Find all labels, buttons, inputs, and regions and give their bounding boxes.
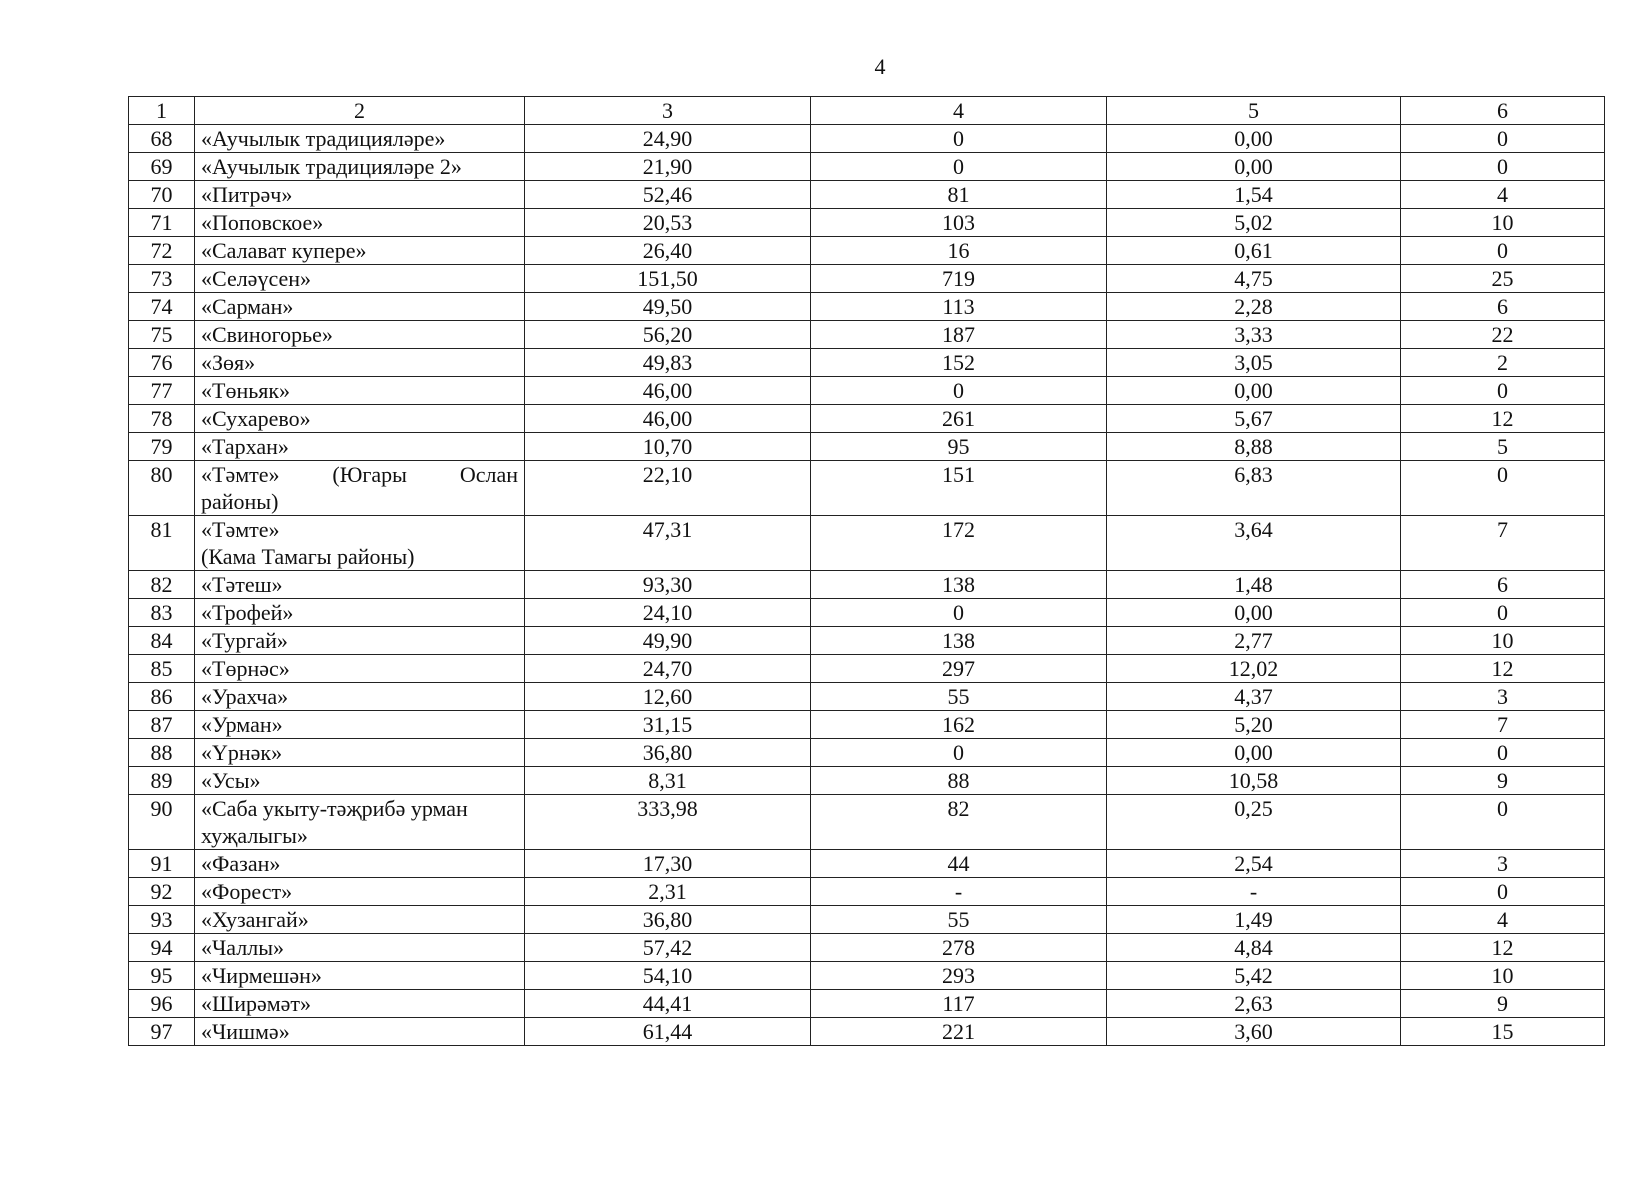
- table-row: [129, 181, 1605, 209]
- value-cell-col5: 0,00: [1107, 125, 1401, 153]
- value-cell-col6: 2: [1401, 349, 1605, 377]
- value-cell-col6: 9: [1401, 990, 1605, 1018]
- value-cell-col3: 10,70: [525, 433, 811, 461]
- value-cell-col5: 0,00: [1107, 377, 1401, 405]
- name-cell: [195, 739, 525, 767]
- table-row: [129, 405, 1605, 433]
- value-cell-col3: 46,00: [525, 377, 811, 405]
- value-cell-col3: 24,70: [525, 655, 811, 683]
- table-row: [129, 767, 1605, 795]
- value-cell-col4: 82: [811, 795, 1107, 850]
- name-word: «Тәмте»: [201, 462, 280, 487]
- value-cell-col3: 46,00: [525, 405, 811, 433]
- name-line: «Зөя»: [201, 350, 256, 375]
- value-cell-col4: 0: [811, 599, 1107, 627]
- row-number-cell: 73: [129, 265, 195, 293]
- row-number-cell: 88: [129, 739, 195, 767]
- name-line: «Урман»: [201, 712, 283, 737]
- value-cell-col6: 0: [1401, 878, 1605, 906]
- value-cell-col6: 0: [1401, 739, 1605, 767]
- value-cell-col4: 55: [811, 683, 1107, 711]
- value-cell-col5: 5,02: [1107, 209, 1401, 237]
- name-word: Ослан: [459, 462, 518, 487]
- value-cell-col5: 8,88: [1107, 433, 1401, 461]
- name-cell: [195, 767, 525, 795]
- value-cell-col4: 138: [811, 627, 1107, 655]
- value-cell-col4: 0: [811, 125, 1107, 153]
- row-number-cell: 78: [129, 405, 195, 433]
- column-header: 5: [1107, 97, 1401, 125]
- row-number-cell: 96: [129, 990, 195, 1018]
- value-cell-col4: 95: [811, 433, 1107, 461]
- name-line: «Свиногорье»: [201, 322, 333, 347]
- name-cell: [195, 962, 525, 990]
- row-number-cell: 68: [129, 125, 195, 153]
- name-word: (Югары: [332, 462, 407, 487]
- table-row: [129, 655, 1605, 683]
- name-cell: [195, 571, 525, 599]
- name-line: «Аучылык традицияләре»: [201, 126, 446, 151]
- table-row: [129, 461, 1605, 516]
- row-number-cell: 70: [129, 181, 195, 209]
- name-cell: [195, 850, 525, 878]
- table-row: [129, 627, 1605, 655]
- row-number-cell: 95: [129, 962, 195, 990]
- table-row: [129, 683, 1605, 711]
- table-row: [129, 1018, 1605, 1046]
- table-row: [129, 349, 1605, 377]
- name-cell: [195, 655, 525, 683]
- table-row: [129, 237, 1605, 265]
- value-cell-col4: 81: [811, 181, 1107, 209]
- row-number-cell: 82: [129, 571, 195, 599]
- row-number-cell: 77: [129, 377, 195, 405]
- value-cell-col6: 0: [1401, 461, 1605, 516]
- table-row: [129, 377, 1605, 405]
- value-cell-col6: 9: [1401, 767, 1605, 795]
- value-cell-col4: 172: [811, 516, 1107, 571]
- value-cell-col6: 0: [1401, 795, 1605, 850]
- name-line: «Урахча»: [201, 684, 289, 709]
- name-cell: [195, 461, 525, 516]
- value-cell-col3: 49,83: [525, 349, 811, 377]
- value-cell-col4: 0: [811, 153, 1107, 181]
- table-row: [129, 153, 1605, 181]
- value-cell-col4: 278: [811, 934, 1107, 962]
- value-cell-col5: 1,48: [1107, 571, 1401, 599]
- row-number-cell: 74: [129, 293, 195, 321]
- value-cell-col5: 2,28: [1107, 293, 1401, 321]
- row-number-cell: 91: [129, 850, 195, 878]
- value-cell-col4: 297: [811, 655, 1107, 683]
- name-cell: [195, 153, 525, 181]
- value-cell-col4: 138: [811, 571, 1107, 599]
- name-line: «Тәмте»: [201, 517, 280, 542]
- name-line: (Кама Тамагы районы): [201, 544, 415, 569]
- table-row: [129, 433, 1605, 461]
- value-cell-col3: 57,42: [525, 934, 811, 962]
- value-cell-col6: 7: [1401, 516, 1605, 571]
- name-line: «Сухарево»: [201, 406, 311, 431]
- name-line: «Тәтеш»: [201, 572, 283, 597]
- table-row: [129, 293, 1605, 321]
- column-header: 4: [811, 97, 1107, 125]
- name-line: «Фазан»: [201, 851, 281, 876]
- value-cell-col4: 162: [811, 711, 1107, 739]
- row-number-cell: 76: [129, 349, 195, 377]
- value-cell-col3: 54,10: [525, 962, 811, 990]
- value-cell-col6: 10: [1401, 962, 1605, 990]
- name-line: «Трофей»: [201, 600, 294, 625]
- value-cell-col3: 47,31: [525, 516, 811, 571]
- value-cell-col3: 36,80: [525, 739, 811, 767]
- name-line: районы): [201, 489, 279, 514]
- name-cell: [195, 795, 525, 850]
- name-line: «Төньяк»: [201, 378, 291, 403]
- value-cell-col5: 0,00: [1107, 153, 1401, 181]
- table-row: [129, 906, 1605, 934]
- table-row: [129, 599, 1605, 627]
- value-cell-col6: 12: [1401, 655, 1605, 683]
- value-cell-col4: 293: [811, 962, 1107, 990]
- value-cell-col3: 151,50: [525, 265, 811, 293]
- name-cell: [195, 683, 525, 711]
- name-cell: [195, 321, 525, 349]
- name-cell: [195, 405, 525, 433]
- value-cell-col4: 187: [811, 321, 1107, 349]
- table-row: [129, 209, 1605, 237]
- value-cell-col5: 5,42: [1107, 962, 1401, 990]
- value-cell-col6: 10: [1401, 209, 1605, 237]
- value-cell-col3: 93,30: [525, 571, 811, 599]
- value-cell-col5: 4,37: [1107, 683, 1401, 711]
- name-line: «Чишмә»: [201, 1019, 290, 1044]
- page-number: 4: [874, 54, 886, 79]
- name-cell: [195, 181, 525, 209]
- value-cell-col5: 4,75: [1107, 265, 1401, 293]
- name-line: «Аучылык традицияләре 2»: [201, 154, 462, 179]
- name-cell: [195, 349, 525, 377]
- name-cell: [195, 627, 525, 655]
- value-cell-col6: 7: [1401, 711, 1605, 739]
- value-cell-col3: 44,41: [525, 990, 811, 1018]
- row-number-cell: 71: [129, 209, 195, 237]
- table-row: [129, 571, 1605, 599]
- column-header: 2: [195, 97, 525, 125]
- table-row: [129, 125, 1605, 153]
- name-line: «Төрнәс»: [201, 656, 290, 681]
- name-line: «Сарман»: [201, 294, 294, 319]
- name-line: «Форест»: [201, 879, 293, 904]
- table-row: [129, 516, 1605, 571]
- value-cell-col3: 24,90: [525, 125, 811, 153]
- value-cell-col5: 1,49: [1107, 906, 1401, 934]
- name-cell: [195, 377, 525, 405]
- value-cell-col4: 16: [811, 237, 1107, 265]
- column-header: 6: [1401, 97, 1605, 125]
- value-cell-col6: 0: [1401, 377, 1605, 405]
- table-row: [129, 878, 1605, 906]
- value-cell-col3: 8,31: [525, 767, 811, 795]
- name-line: «Салават купере»: [201, 238, 367, 263]
- value-cell-col5: 2,54: [1107, 850, 1401, 878]
- table-row: [129, 934, 1605, 962]
- value-cell-col5: 5,20: [1107, 711, 1401, 739]
- value-cell-col4: 151: [811, 461, 1107, 516]
- row-number-cell: 93: [129, 906, 195, 934]
- table-row: [129, 850, 1605, 878]
- table-row: [129, 265, 1605, 293]
- name-line: «Чаллы»: [201, 935, 284, 960]
- name-line: «Питрәч»: [201, 182, 293, 207]
- value-cell-col4: 0: [811, 377, 1107, 405]
- value-cell-col6: 0: [1401, 599, 1605, 627]
- row-number-cell: 85: [129, 655, 195, 683]
- value-cell-col5: 2,77: [1107, 627, 1401, 655]
- value-cell-col6: 3: [1401, 683, 1605, 711]
- row-number-cell: 69: [129, 153, 195, 181]
- value-cell-col3: 56,20: [525, 321, 811, 349]
- value-cell-col6: 6: [1401, 293, 1605, 321]
- value-cell-col5: 0,00: [1107, 739, 1401, 767]
- name-line: хуҗалыгы»: [201, 823, 308, 848]
- row-number-cell: 87: [129, 711, 195, 739]
- row-number-cell: 83: [129, 599, 195, 627]
- row-number-cell: 97: [129, 1018, 195, 1046]
- name-cell: [195, 209, 525, 237]
- row-number-cell: 84: [129, 627, 195, 655]
- value-cell-col5: 3,64: [1107, 516, 1401, 571]
- value-cell-col3: 49,90: [525, 627, 811, 655]
- value-cell-col4: 221: [811, 1018, 1107, 1046]
- value-cell-col6: 12: [1401, 934, 1605, 962]
- name-cell: [195, 516, 525, 571]
- name-line: «Чирмешән»: [201, 963, 322, 988]
- name-line: «Усы»: [201, 768, 261, 793]
- value-cell-col5: 3,33: [1107, 321, 1401, 349]
- name-cell: [195, 711, 525, 739]
- value-cell-col4: -: [811, 878, 1107, 906]
- value-cell-col3: 36,80: [525, 906, 811, 934]
- name-line: [201, 461, 518, 488]
- name-cell: [195, 878, 525, 906]
- column-header: 1: [129, 97, 195, 125]
- name-line: «Поповское»: [201, 210, 324, 235]
- value-cell-col4: 55: [811, 906, 1107, 934]
- name-cell: [195, 990, 525, 1018]
- value-cell-col6: 4: [1401, 906, 1605, 934]
- value-cell-col6: 0: [1401, 237, 1605, 265]
- name-cell: [195, 1018, 525, 1046]
- value-cell-col3: 22,10: [525, 461, 811, 516]
- row-number-cell: 92: [129, 878, 195, 906]
- row-number-cell: 89: [129, 767, 195, 795]
- value-cell-col5: 0,61: [1107, 237, 1401, 265]
- value-cell-col3: 26,40: [525, 237, 811, 265]
- row-number-cell: 81: [129, 516, 195, 571]
- value-cell-col6: 15: [1401, 1018, 1605, 1046]
- value-cell-col6: 25: [1401, 265, 1605, 293]
- name-cell: [195, 293, 525, 321]
- row-number-cell: 75: [129, 321, 195, 349]
- value-cell-col3: 12,60: [525, 683, 811, 711]
- value-cell-col4: 113: [811, 293, 1107, 321]
- value-cell-col4: 152: [811, 349, 1107, 377]
- value-cell-col6: 12: [1401, 405, 1605, 433]
- value-cell-col3: 61,44: [525, 1018, 811, 1046]
- value-cell-col5: 5,67: [1107, 405, 1401, 433]
- table-row: [129, 321, 1605, 349]
- name-cell: [195, 265, 525, 293]
- value-cell-col4: 88: [811, 767, 1107, 795]
- table-row: [129, 739, 1605, 767]
- value-cell-col6: 6: [1401, 571, 1605, 599]
- value-cell-col5: 2,63: [1107, 990, 1401, 1018]
- row-number-cell: 94: [129, 934, 195, 962]
- value-cell-col6: 0: [1401, 153, 1605, 181]
- row-number-cell: 90: [129, 795, 195, 850]
- value-cell-col5: 10,58: [1107, 767, 1401, 795]
- value-cell-col3: 31,15: [525, 711, 811, 739]
- row-number-cell: 72: [129, 237, 195, 265]
- table-row: [129, 795, 1605, 850]
- table-row: [129, 990, 1605, 1018]
- value-cell-col5: 3,05: [1107, 349, 1401, 377]
- value-cell-col3: 333,98: [525, 795, 811, 850]
- value-cell-col5: 0,00: [1107, 599, 1401, 627]
- name-line: «Үрнәк»: [201, 740, 283, 765]
- name-line: «Саба укыту-тәҗрибә урман: [201, 796, 468, 821]
- value-cell-col5: 0,25: [1107, 795, 1401, 850]
- value-cell-col3: 20,53: [525, 209, 811, 237]
- row-number-cell: 86: [129, 683, 195, 711]
- name-cell: [195, 433, 525, 461]
- value-cell-col5: 6,83: [1107, 461, 1401, 516]
- name-line: «Хузангай»: [201, 907, 309, 932]
- column-header: 3: [525, 97, 811, 125]
- value-cell-col6: 5: [1401, 433, 1605, 461]
- name-line: «Селәүсен»: [201, 266, 312, 291]
- data-table: [128, 96, 1605, 1046]
- value-cell-col5: 4,84: [1107, 934, 1401, 962]
- name-line: «Тархан»: [201, 434, 289, 459]
- value-cell-col6: 0: [1401, 125, 1605, 153]
- value-cell-col4: 719: [811, 265, 1107, 293]
- row-number-cell: 80: [129, 461, 195, 516]
- value-cell-col3: 2,31: [525, 878, 811, 906]
- table-row: [129, 962, 1605, 990]
- name-cell: [195, 237, 525, 265]
- value-cell-col3: 49,50: [525, 293, 811, 321]
- table-row: [129, 711, 1605, 739]
- name-line: «Ширәмәт»: [201, 991, 312, 1016]
- value-cell-col3: 21,90: [525, 153, 811, 181]
- value-cell-col5: -: [1107, 878, 1401, 906]
- name-cell: [195, 934, 525, 962]
- value-cell-col4: 0: [811, 739, 1107, 767]
- value-cell-col3: 52,46: [525, 181, 811, 209]
- value-cell-col6: 4: [1401, 181, 1605, 209]
- value-cell-col4: 261: [811, 405, 1107, 433]
- table-header-row: [129, 97, 1605, 125]
- name-cell: [195, 125, 525, 153]
- name-line: «Тургай»: [201, 628, 288, 653]
- value-cell-col3: 24,10: [525, 599, 811, 627]
- name-cell: [195, 599, 525, 627]
- value-cell-col6: 10: [1401, 627, 1605, 655]
- value-cell-col5: 12,02: [1107, 655, 1401, 683]
- value-cell-col4: 44: [811, 850, 1107, 878]
- name-cell: [195, 906, 525, 934]
- value-cell-col5: 3,60: [1107, 1018, 1401, 1046]
- value-cell-col6: 22: [1401, 321, 1605, 349]
- value-cell-col5: 1,54: [1107, 181, 1401, 209]
- value-cell-col3: 17,30: [525, 850, 811, 878]
- row-number-cell: 79: [129, 433, 195, 461]
- value-cell-col6: 3: [1401, 850, 1605, 878]
- value-cell-col4: 103: [811, 209, 1107, 237]
- value-cell-col4: 117: [811, 990, 1107, 1018]
